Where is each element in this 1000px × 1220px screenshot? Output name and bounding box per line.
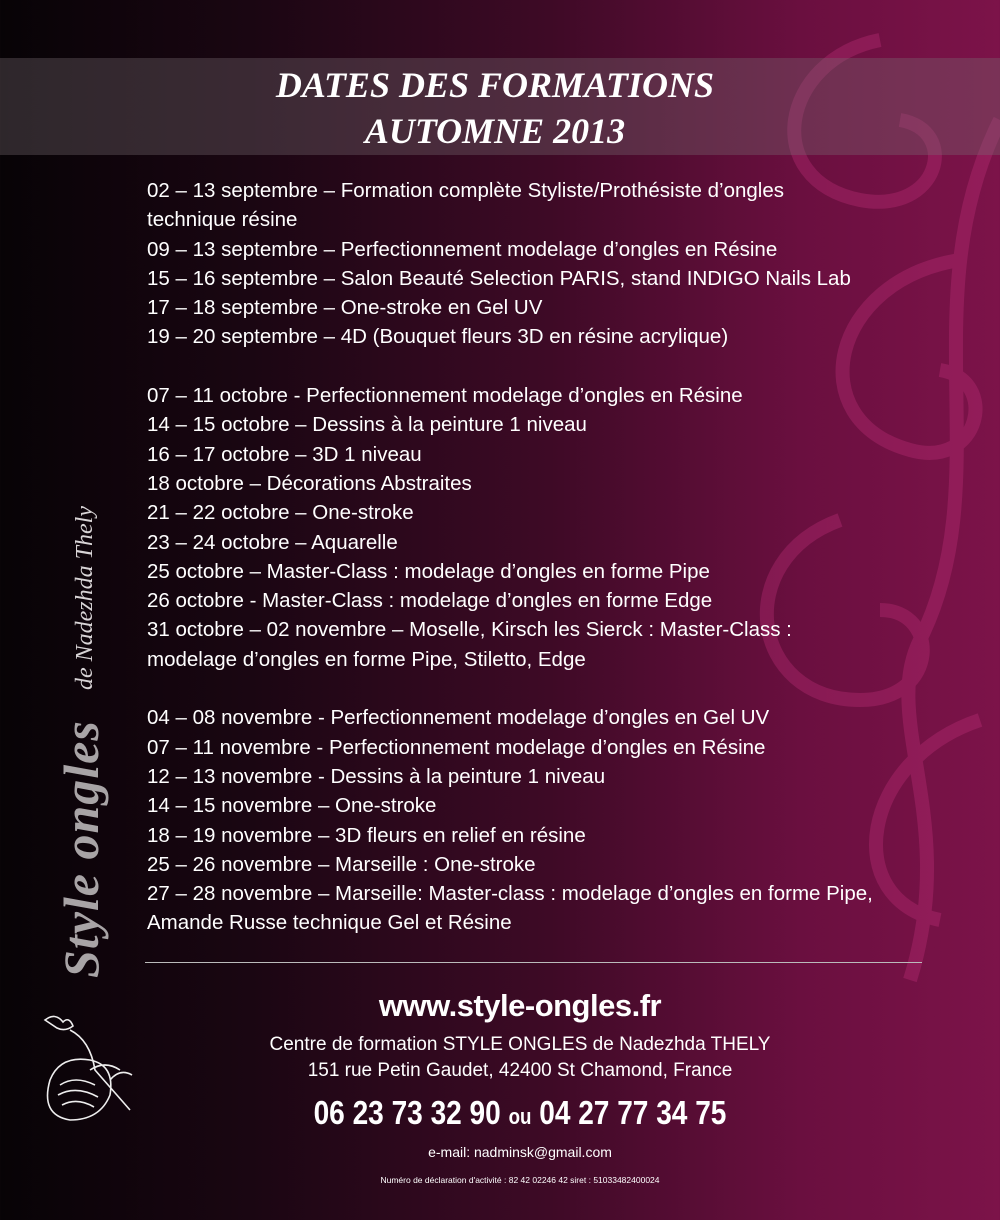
brand-author: de Nadezhda Thely <box>72 506 98 690</box>
schedule-entry: 25 octobre – Master-Class : modelage d’ongles en forme Pipe <box>147 559 710 583</box>
website-link[interactable]: www.style-ongles.fr <box>378 988 662 1023</box>
schedule-entry: 31 octobre – 02 novembre – Moselle, Kirsch les Sierck : Master-Class : <box>147 618 792 642</box>
schedule-entry: 02 – 13 septembre – Formation complète Styliste/Prothésiste d’ongles <box>147 179 784 202</box>
email[interactable]: e-mail: nadminsk@gmail.com <box>428 1144 612 1160</box>
schedule-entry: 14 – 15 novembre – One-stroke <box>147 794 437 818</box>
schedule-entry: 27 – 28 novembre – Marseille: Master-class : modelage d’ongles en forme Pipe, <box>147 882 873 906</box>
schedule-list <box>147 176 873 967</box>
schedule-entry: 07 – 11 octobre - Perfectionnement modelage d’ongles en Résine <box>147 384 743 408</box>
schedule-entry: 25 – 26 novembre – Marseille : One-stroke <box>147 852 536 876</box>
schedule-entry: 26 octobre - Master-Class : modelage d’ongles en forme Edge <box>147 589 713 613</box>
schedule-entry: modelage d’ongles en forme Pipe, Stiletto, Edge <box>147 647 586 671</box>
schedule-entry: 12 – 13 novembre - Dessins à la peinture 1 niveau <box>147 764 606 788</box>
schedule-entry: 15 – 16 septembre – Salon Beauté Selection PARIS, stand INDIGO Nails Lab <box>147 266 851 290</box>
schedule-entry: technique résine <box>147 208 298 232</box>
phone-2[interactable]: 04 27 77 34 75 <box>539 1094 727 1131</box>
schedule-entry: 18 – 19 novembre – 3D fleurs en relief en résine <box>147 823 586 847</box>
schedule-entry: 09 – 13 septembre – Perfectionnement modelage d’ongles en Résine <box>147 237 778 261</box>
schedule-entry: 23 – 24 octobre – Aquarelle <box>147 530 398 554</box>
schedule-entry: 16 – 17 octobre – 3D 1 niveau <box>147 442 422 466</box>
schedule-entry: 21 – 22 octobre – One-stroke <box>147 501 414 525</box>
address-line-1: Centre de formation STYLE ONGLES de Nadezhda THELY <box>269 1034 771 1055</box>
schedule-group <box>147 703 873 937</box>
schedule-entry: 19 – 20 septembre – 4D (Bouquet fleurs 3D en résine acrylique) <box>147 325 729 349</box>
brand-name: Style ongles <box>53 720 109 978</box>
declaration-number: Numéro de déclaration d'activité : 82 42 02246 42 siret : 51033482400024 <box>380 1175 660 1185</box>
phone-1[interactable]: 06 23 73 32 90 <box>313 1094 501 1131</box>
schedule-group <box>147 176 873 352</box>
divider <box>145 962 922 963</box>
page-title: DATES DES FORMATIONS <box>275 65 715 105</box>
phone-numbers <box>78 1094 962 1132</box>
schedule-group <box>147 381 873 674</box>
schedule-entry: 18 octobre – Décorations Abstraites <box>147 471 472 495</box>
phone-separator: ou <box>508 1104 532 1129</box>
schedule-entry: 07 – 11 novembre - Perfectionnement modelage d’ongles en Résine <box>147 735 766 759</box>
schedule-entry: 14 – 15 octobre – Dessins à la peinture 1 niveau <box>147 413 587 437</box>
schedule-entry: 04 – 08 novembre - Perfectionnement modelage d’ongles en Gel UV <box>147 706 770 730</box>
address-line-2: 151 rue Petin Gaudet, 42400 St Chamond, France <box>307 1060 733 1081</box>
schedule-entry: Amande Russe technique Gel et Résine <box>147 911 512 935</box>
page-subtitle: AUTOMNE 2013 <box>364 111 626 151</box>
schedule-entry: 17 – 18 septembre – One-stroke en Gel UV <box>147 296 543 320</box>
